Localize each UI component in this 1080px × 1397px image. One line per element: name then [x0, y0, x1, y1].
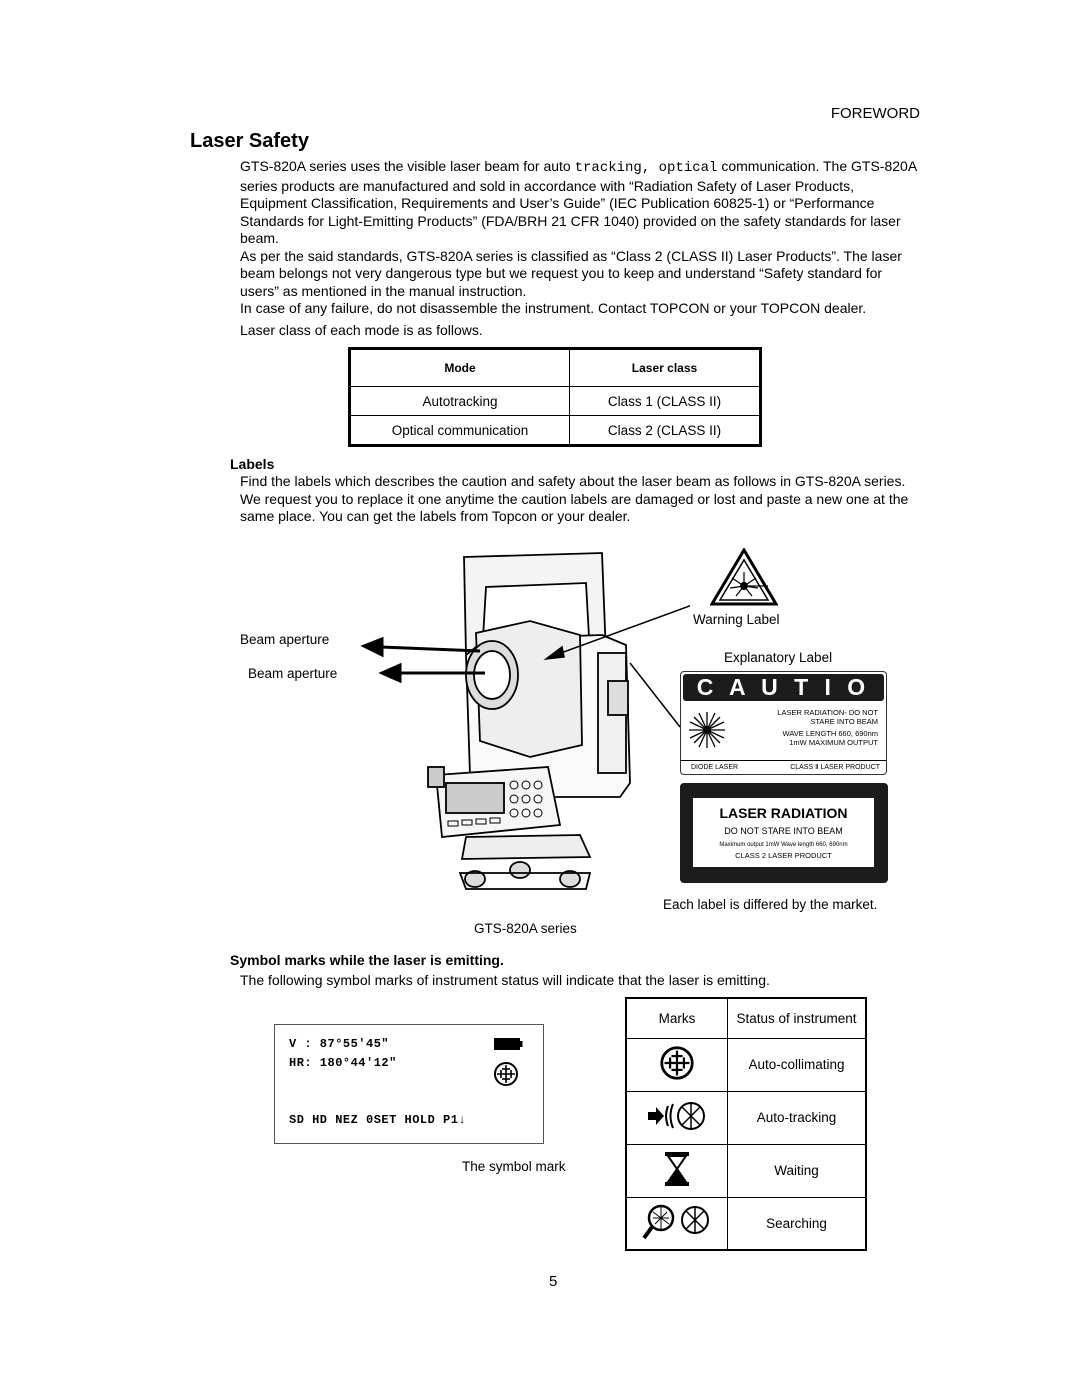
radiation-line2: Maximum output 1mW Wave length 660, 690nm [719, 842, 848, 848]
table-header: Marks [626, 998, 728, 1038]
lcd-line-2: HR: 180°44'12" [289, 1056, 397, 1070]
figure-caption: GTS-820A series [474, 921, 577, 936]
intro-text [240, 158, 920, 339]
explanatory-label-caption: Explanatory Label [724, 650, 833, 665]
table-cell: Autotracking [350, 387, 570, 416]
caution-heading: C A U T I O N [683, 674, 884, 701]
beam-aperture-label-2: Beam aperture [248, 666, 338, 681]
table-header-row [350, 349, 761, 387]
laser-radiation-label [680, 783, 888, 883]
marks-table [625, 997, 867, 1251]
searching-icon [641, 1202, 713, 1242]
warning-label-caption: Warning Label [693, 612, 780, 627]
lcd-display [274, 1024, 544, 1144]
table-row [350, 416, 761, 446]
intro-paragraph-3: In case of any failure, do not disassemble the instrument. Contact TOPCON or your TOPCON dealer. [240, 300, 867, 316]
battery-icon [493, 1037, 523, 1051]
labels-paragraph-1: Find the labels which describes the caution and safety about the laser beam as follows in GTS-820A series. [240, 473, 906, 489]
caution-footer: DIODE LASER CLASS Ⅱ LASER PRODUCT [681, 760, 886, 772]
laser-warning-icon [710, 548, 778, 606]
table-cell: Waiting [728, 1144, 867, 1197]
labels-heading: Labels [230, 456, 275, 472]
table-header-row [626, 998, 866, 1038]
radiation-line3: CLASS 2 LASER PRODUCT [735, 851, 832, 860]
table-row [626, 1038, 866, 1091]
lcd-line-3: SD HD NEZ 0SET HOLD P1↓ [289, 1113, 467, 1127]
symbols-text: The following symbol marks of instrument status will indicate that the laser is emitting. [240, 972, 770, 988]
symbols-heading: Symbol marks while the laser is emitting. [230, 952, 504, 968]
table-header: Status of instrument [728, 998, 867, 1038]
page-title: Laser Safety [190, 130, 309, 152]
table-cell: Auto-collimating [728, 1038, 867, 1091]
radiation-heading: LASER RADIATION [719, 805, 848, 821]
instrument-figure [230, 545, 690, 895]
caution-label [680, 671, 887, 775]
market-note: Each label is differed by the market. [663, 897, 878, 912]
symbol-mark-caption: The symbol mark [462, 1159, 566, 1174]
intro-paragraph-1: GTS-820A series uses the visible laser beam for auto tracking, optical communication. The GTS-820A series products are manufactured and sold in accordance with “Radiation Safety of Laser Products, Equipment Classification, Requirements and User’s Guide” (IEC Publication 60825-1) or “Performance Standards for Light-Emitting Products” (FDA/BRH 21 CFR 1040) provided on the safety standards for laser beam. [240, 158, 917, 246]
radiation-line1: DO NOT STARE INTO BEAM [724, 826, 843, 836]
caution-text: LASER RADIATION- DO NOT STARE INTO BEAM WAVE LENGTH 660, 690nm 1mW MAXIMUM OUTPUT [777, 708, 878, 747]
table-header: Laser class [570, 349, 761, 387]
labels-paragraph-2: We request you to replace it one anytime the caution labels are damaged or lost and paste a new one at the same place. You can get the labels from Topcon or your dealer. [240, 490, 909, 524]
labels-text [240, 473, 920, 526]
beam-aperture-label-1: Beam aperture [240, 632, 330, 647]
table-header: Mode [350, 349, 570, 387]
intro-paragraph-4: Laser class of each mode is as follows. [240, 321, 483, 338]
auto-tracking-icon [646, 1098, 708, 1134]
table-cell: Searching [728, 1197, 867, 1250]
table-cell: Auto-tracking [728, 1091, 867, 1144]
table-row [626, 1197, 866, 1250]
section-header: FOREWORD [830, 105, 920, 122]
table-row [626, 1091, 866, 1144]
hourglass-icon [664, 1151, 690, 1187]
table-row [350, 387, 761, 416]
table-cell: Class 1 (CLASS II) [570, 387, 761, 416]
table-cell: Optical communication [350, 416, 570, 446]
laser-starburst-icon [687, 710, 727, 750]
lcd-line-1: V : 87°55'45" [289, 1037, 390, 1051]
auto-collimating-icon [659, 1045, 695, 1081]
intro-paragraph-2: As per the said standards, GTS-820A series is classified as “Class 2 (CLASS II) Laser Products”. The laser beam belongs not very dangerous type but we request you to keep and understand “Safety standard for users” as mentioned in the manual instruction. [240, 247, 902, 299]
table-cell: Class 2 (CLASS II) [570, 416, 761, 446]
auto-collimating-icon [493, 1061, 519, 1087]
table-row [626, 1144, 866, 1197]
page-number: 5 [549, 1273, 558, 1290]
laser-radiation-panel [693, 798, 874, 867]
laser-class-table [348, 347, 762, 447]
